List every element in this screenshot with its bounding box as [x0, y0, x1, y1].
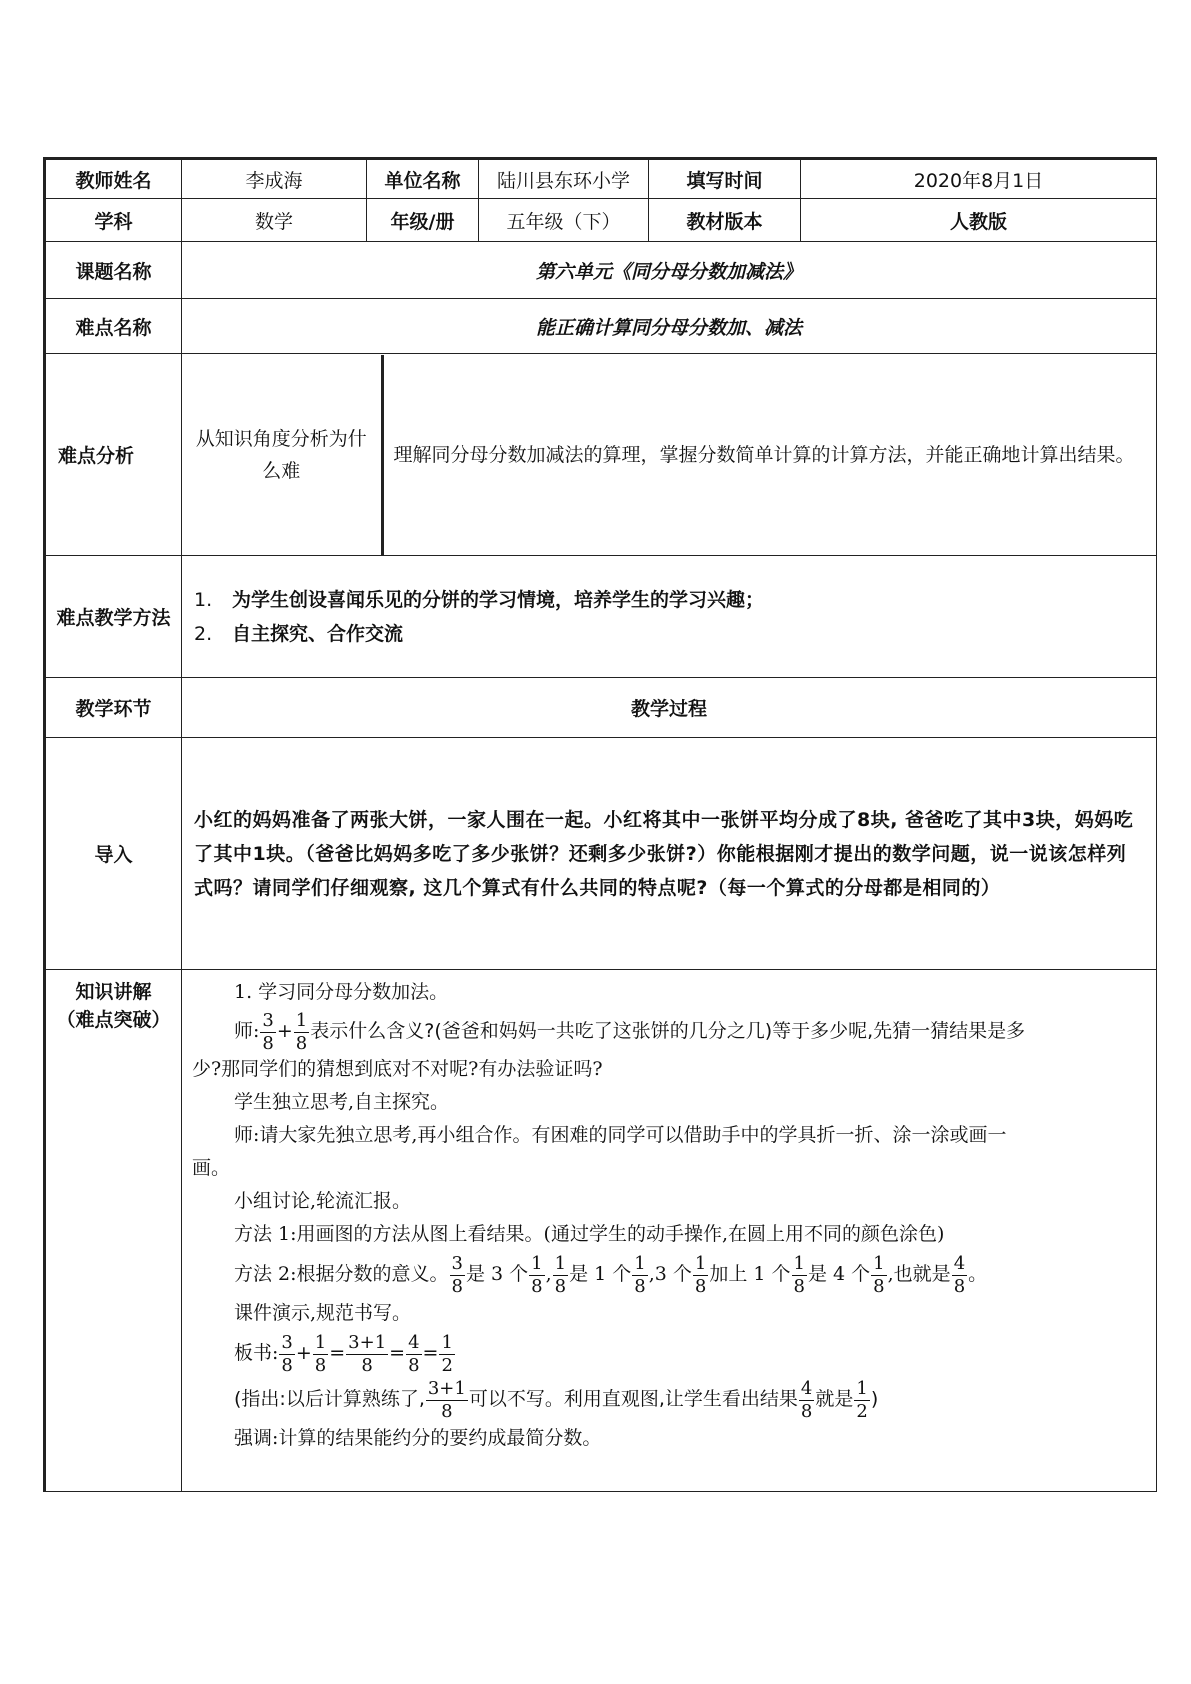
knowledge-line: 强调:计算的结果能约分的要约成最简分数。: [234, 1427, 602, 1449]
text: 也就是: [893, 1263, 951, 1285]
text: ): [870, 1388, 879, 1410]
knowledge-line: 画。: [192, 1157, 231, 1179]
denominator: 8: [361, 1354, 373, 1376]
fraction: [450, 1252, 465, 1297]
numerator: 3: [451, 1252, 463, 1274]
denominator: 2: [441, 1354, 453, 1376]
method-text: 自主探究、合作交流: [232, 622, 404, 645]
intro-label: 导入: [45, 738, 182, 970]
fraction: [693, 1252, 708, 1297]
numerator: 1: [873, 1252, 885, 1274]
knowledge-line: [192, 1009, 1146, 1053]
edition-value: 人教版: [801, 199, 1157, 242]
denominator: 2: [856, 1400, 868, 1422]
fraction: [406, 1331, 421, 1376]
method-item: [194, 583, 1144, 617]
numerator: 1: [531, 1252, 543, 1274]
knowledge-line: 1. 学习同分母分数加法。: [234, 981, 449, 1003]
header-row-1: [45, 159, 1157, 199]
fill-time-value: 2020年8月1日: [801, 159, 1157, 199]
text: ,: [887, 1263, 894, 1285]
numerator: 3: [262, 1009, 274, 1031]
analysis-label: 难点分析: [45, 354, 182, 556]
text: 是 4 个: [808, 1263, 871, 1285]
fraction: [871, 1252, 886, 1297]
text: ,: [545, 1263, 552, 1285]
text: 方法 2:根据分数的意义。: [234, 1263, 449, 1285]
topic-row: [45, 242, 1157, 299]
numerator: 4: [953, 1252, 966, 1274]
knowledge-content: [182, 970, 1157, 1492]
fraction: [632, 1252, 647, 1297]
analysis-content: [182, 354, 1157, 556]
teaching-step-label: 教学环节: [45, 678, 182, 738]
denominator: 8: [451, 1275, 463, 1297]
numerator: 4: [408, 1331, 420, 1353]
denominator: 8: [441, 1400, 453, 1422]
knowledge-line: 学生独立思考,自主探究。: [234, 1091, 450, 1113]
methods-label: 难点教学方法: [45, 556, 182, 678]
denominator: 8: [531, 1275, 543, 1297]
topic-value: 第六单元《同分母分数加减法》: [182, 242, 1157, 299]
methods-row: [45, 556, 1157, 678]
knowledge-line: [192, 1330, 1146, 1376]
text: 是 1 个: [569, 1263, 632, 1285]
difficulty-label: 难点名称: [45, 299, 182, 354]
fraction: [854, 1377, 869, 1422]
plus-sign: +: [295, 1342, 312, 1364]
text: 3 个: [654, 1263, 692, 1285]
teaching-process-label: 教学过程: [182, 678, 1157, 738]
denominator: 8: [408, 1354, 420, 1376]
denominator: 8: [314, 1354, 327, 1376]
fraction: [426, 1377, 468, 1422]
knowledge-line: 课件演示,规范书写。: [234, 1302, 412, 1324]
text: 师:: [234, 1020, 260, 1042]
knowledge-label-line2: （难点突破）: [56, 1009, 171, 1031]
method-item: [194, 617, 1144, 651]
fraction: [439, 1331, 454, 1376]
text: 。: [968, 1263, 988, 1285]
numerator: 1: [441, 1331, 453, 1353]
denominator: 8: [953, 1275, 966, 1297]
denominator: 8: [262, 1032, 274, 1054]
numerator: 1: [314, 1331, 327, 1353]
numerator: 1: [694, 1252, 707, 1274]
text: 可以不写。利用直观图,让学生看出结果: [468, 1388, 798, 1410]
knowledge-line: 方法 1:用画图的方法从图上看结果。(通过学生的动手操作,在圆上用不同的颜色涂色): [234, 1223, 945, 1245]
intro-row: [45, 738, 1157, 970]
subject-label: 学科: [45, 199, 182, 242]
numerator: 3: [281, 1331, 293, 1353]
method-text: 为学生创设喜闻乐见的分饼的学习情境，培养学生的学习兴趣；: [232, 588, 765, 611]
fraction: [294, 1009, 309, 1054]
fraction: [529, 1252, 544, 1297]
unit-name-value: 陆川县东环小学: [479, 159, 649, 199]
numerator: 3+1: [427, 1377, 466, 1399]
lesson-form-table: [43, 157, 1157, 1492]
numerator: 1: [856, 1377, 868, 1399]
text: (指出:以后计算熟练了,: [234, 1388, 425, 1410]
denominator: 8: [281, 1354, 293, 1376]
analysis-text: 理解同分母分数加减法的算理，掌握分数简单计算的计算方法，并能正确地计算出结果。: [382, 355, 1156, 555]
knowledge-line: [192, 1376, 1146, 1422]
grade-value: 五年级（下）: [479, 199, 649, 242]
denominator: 8: [694, 1275, 707, 1297]
denominator: 8: [634, 1275, 646, 1297]
teacher-name-value: 李成海: [182, 159, 367, 199]
numerator: 4: [800, 1377, 813, 1399]
analysis-sub-label: 从知识角度分析为什么难: [195, 427, 367, 482]
plus-sign: +: [276, 1020, 293, 1042]
fraction: [799, 1377, 814, 1422]
text: ,: [648, 1263, 655, 1285]
numerator: 1: [554, 1252, 567, 1274]
fraction: [792, 1252, 807, 1297]
unit-name-label: 单位名称: [367, 159, 479, 199]
text: 表示什么含义?(爸爸和妈妈一共吃了这张饼的几分之几)等于多少呢,先猜一猜结果是多: [310, 1020, 1026, 1042]
fraction: [313, 1331, 328, 1376]
denominator: 8: [800, 1400, 813, 1422]
process-header-row: [45, 678, 1157, 738]
denominator: 8: [554, 1275, 567, 1297]
text: 是 3 个: [465, 1263, 529, 1285]
knowledge-line: 少?那同学们的猜想到底对不对呢?有办法验证吗?: [192, 1058, 603, 1080]
numerator: 3+1: [348, 1331, 387, 1353]
knowledge-label-line1: 知识讲解: [75, 981, 152, 1003]
equals-sign: =: [329, 1342, 346, 1364]
equals-sign: =: [389, 1342, 406, 1364]
knowledge-label: [45, 970, 182, 1492]
difficulty-row: [45, 299, 1157, 354]
intro-text: 小红的妈妈准备了两张大饼，一家人围在一起。小红将其中一张饼平均分成了8块, 爸爸吃了其中3块，妈妈吃了其中1块。（爸爸比妈妈多吃了多少张饼？还剩多少张饼?）你能根据刚才提出的数学问题，说一说该怎样列式吗？请同学们仔细观察, 这几个算式有什么共同的特点呢?（每一个算式的分母都是相同的）: [182, 738, 1157, 970]
numerator: 1: [634, 1252, 646, 1274]
numerator: 1: [295, 1009, 308, 1031]
fraction: [279, 1331, 294, 1376]
text: 板书:: [234, 1342, 279, 1364]
knowledge-line: [192, 1251, 1146, 1297]
difficulty-value: 能正确计算同分母分数加、减法: [182, 299, 1157, 354]
teacher-name-label: 教师姓名: [45, 159, 182, 199]
equals-sign: =: [422, 1342, 439, 1364]
text: 加上 1 个: [709, 1263, 791, 1285]
knowledge-line: 师:请大家先独立思考,再小组合作。有困难的同学可以借助手中的学具折一折、涂一涂或画一: [234, 1124, 1007, 1146]
methods-list: [182, 556, 1157, 678]
fraction: [952, 1252, 967, 1297]
denominator: 8: [295, 1032, 308, 1054]
edition-label: 教材版本: [649, 199, 801, 242]
header-row-2: [45, 199, 1157, 242]
fraction: [553, 1252, 568, 1297]
numerator: 1: [793, 1252, 805, 1274]
subject-value: 数学: [182, 199, 367, 242]
denominator: 8: [873, 1275, 885, 1297]
fraction: [346, 1331, 388, 1376]
method-number: 2.: [194, 622, 213, 645]
grade-label: 年级/册: [367, 199, 479, 242]
analysis-row: [45, 354, 1157, 556]
fraction: [260, 1009, 275, 1054]
text: 就是: [815, 1388, 854, 1410]
analysis-inner-table: [182, 355, 1156, 555]
knowledge-line: 小组讨论,轮流汇报。: [234, 1190, 412, 1212]
method-number: 1.: [194, 588, 213, 611]
fill-time-label: 填写时间: [649, 159, 801, 199]
denominator: 8: [793, 1275, 805, 1297]
topic-label: 课题名称: [45, 242, 182, 299]
knowledge-row: [45, 970, 1157, 1492]
